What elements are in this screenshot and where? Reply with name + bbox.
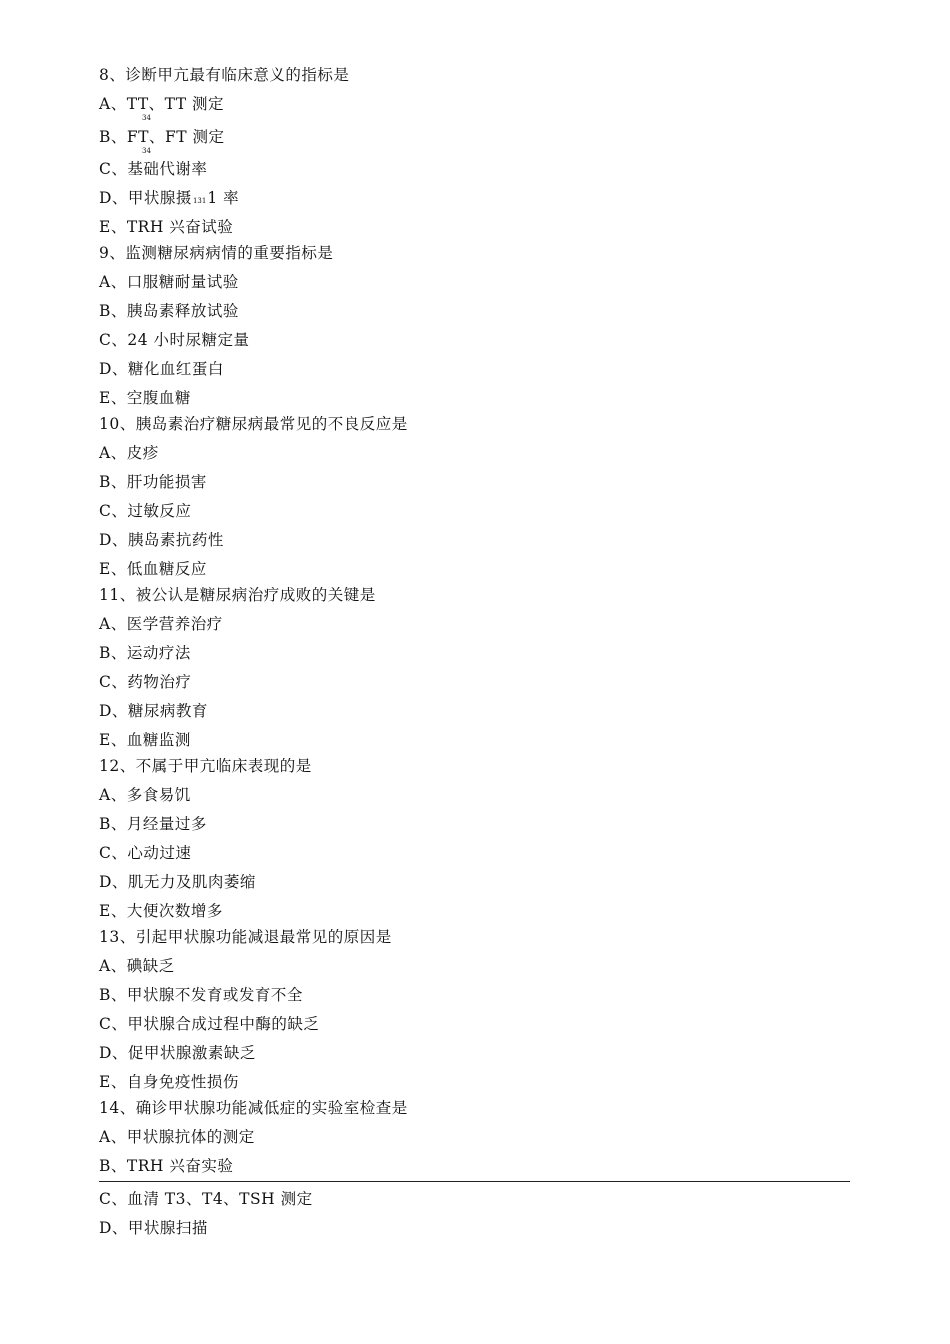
question-10-stem: 10、胰岛素治疗糖尿病最常见的不良反应是 [99, 415, 408, 433]
question-9-option-b: B、胰岛素释放试验 [99, 302, 239, 320]
question-9-option-c: C、24 小时尿糖定量 [99, 331, 250, 349]
question-13-stem: 13、引起甲状腺功能减退最常见的原因是 [99, 928, 392, 946]
question-8-option-e: E、TRH 兴奋试验 [99, 218, 234, 236]
question-9-option-a: A、口服糖耐量试验 [99, 273, 239, 291]
question-14-stem: 14、确诊甲状腺功能减低症的实验室检查是 [99, 1099, 408, 1117]
question-8-option-a [99, 95, 225, 122]
question-9-option-e: E、空腹血糖 [99, 389, 191, 407]
page-break-rule [99, 1181, 850, 1182]
option-d-prefix: D、甲状腺摄 [99, 189, 192, 207]
question-12-option-b: B、月经量过多 [99, 815, 207, 833]
question-10-option-e: E、低血糖反应 [99, 560, 207, 578]
question-13-option-b: B、甲状腺不发育或发育不全 [99, 986, 303, 1004]
question-10-option-d: D、胰岛素抗药性 [99, 531, 224, 549]
question-12-option-a: A、多食易饥 [99, 786, 191, 804]
question-8-option-b [99, 128, 225, 155]
question-11-option-b: B、运动疗法 [99, 644, 191, 662]
question-12-stem: 12、不属于甲亢临床表现的是 [99, 757, 312, 775]
question-12-option-c: C、心动过速 [99, 844, 192, 862]
option-d-suffix: 1 率 [207, 189, 240, 207]
subscript-34: 34 [142, 114, 151, 122]
question-10-option-b: B、肝功能损害 [99, 473, 207, 491]
question-9-option-d: D、糖化血红蛋白 [99, 360, 224, 378]
question-14-option-b: B、TRH 兴奋实验 [99, 1157, 234, 1175]
option-a-text: A、TT、TT 测定 [99, 95, 225, 113]
question-12-option-e: E、大便次数增多 [99, 902, 223, 920]
question-11-option-c: C、药物治疗 [99, 673, 192, 691]
question-8-stem: 8、诊断甲亢最有临床意义的指标是 [99, 66, 350, 84]
question-13-option-d: D、促甲状腺激素缺乏 [99, 1044, 256, 1062]
question-11-option-d: D、糖尿病教育 [99, 702, 208, 720]
question-10-option-c: C、过敏反应 [99, 502, 192, 520]
isotope-number: 131 [192, 197, 207, 205]
question-10-option-a: A、皮疹 [99, 444, 159, 462]
question-9-stem: 9、监测糖尿病病情的重要指标是 [99, 244, 334, 262]
question-14-option-d: D、甲状腺扫描 [99, 1219, 208, 1237]
question-13-option-a: A、碘缺乏 [99, 957, 175, 975]
question-12-option-d: D、肌无力及肌肉萎缩 [99, 873, 256, 891]
question-14-option-a: A、甲状腺抗体的测定 [99, 1128, 255, 1146]
question-11-stem: 11、被公认是糖尿病治疗成败的关键是 [99, 586, 376, 604]
question-11-option-a: A、医学营养治疗 [99, 615, 223, 633]
question-8-option-d [99, 189, 239, 210]
question-13-option-e: E、自身免疫性损伤 [99, 1073, 239, 1091]
subscript-34: 34 [142, 147, 151, 155]
question-13-option-c: C、甲状腺合成过程中酶的缺乏 [99, 1015, 320, 1033]
option-b-text: B、FT、FT 测定 [99, 128, 225, 146]
question-8-option-c: C、基础代谢率 [99, 160, 208, 178]
question-11-option-e: E、血糖监测 [99, 731, 191, 749]
question-14-option-c: C、血清 T3、T4、TSH 测定 [99, 1190, 313, 1208]
